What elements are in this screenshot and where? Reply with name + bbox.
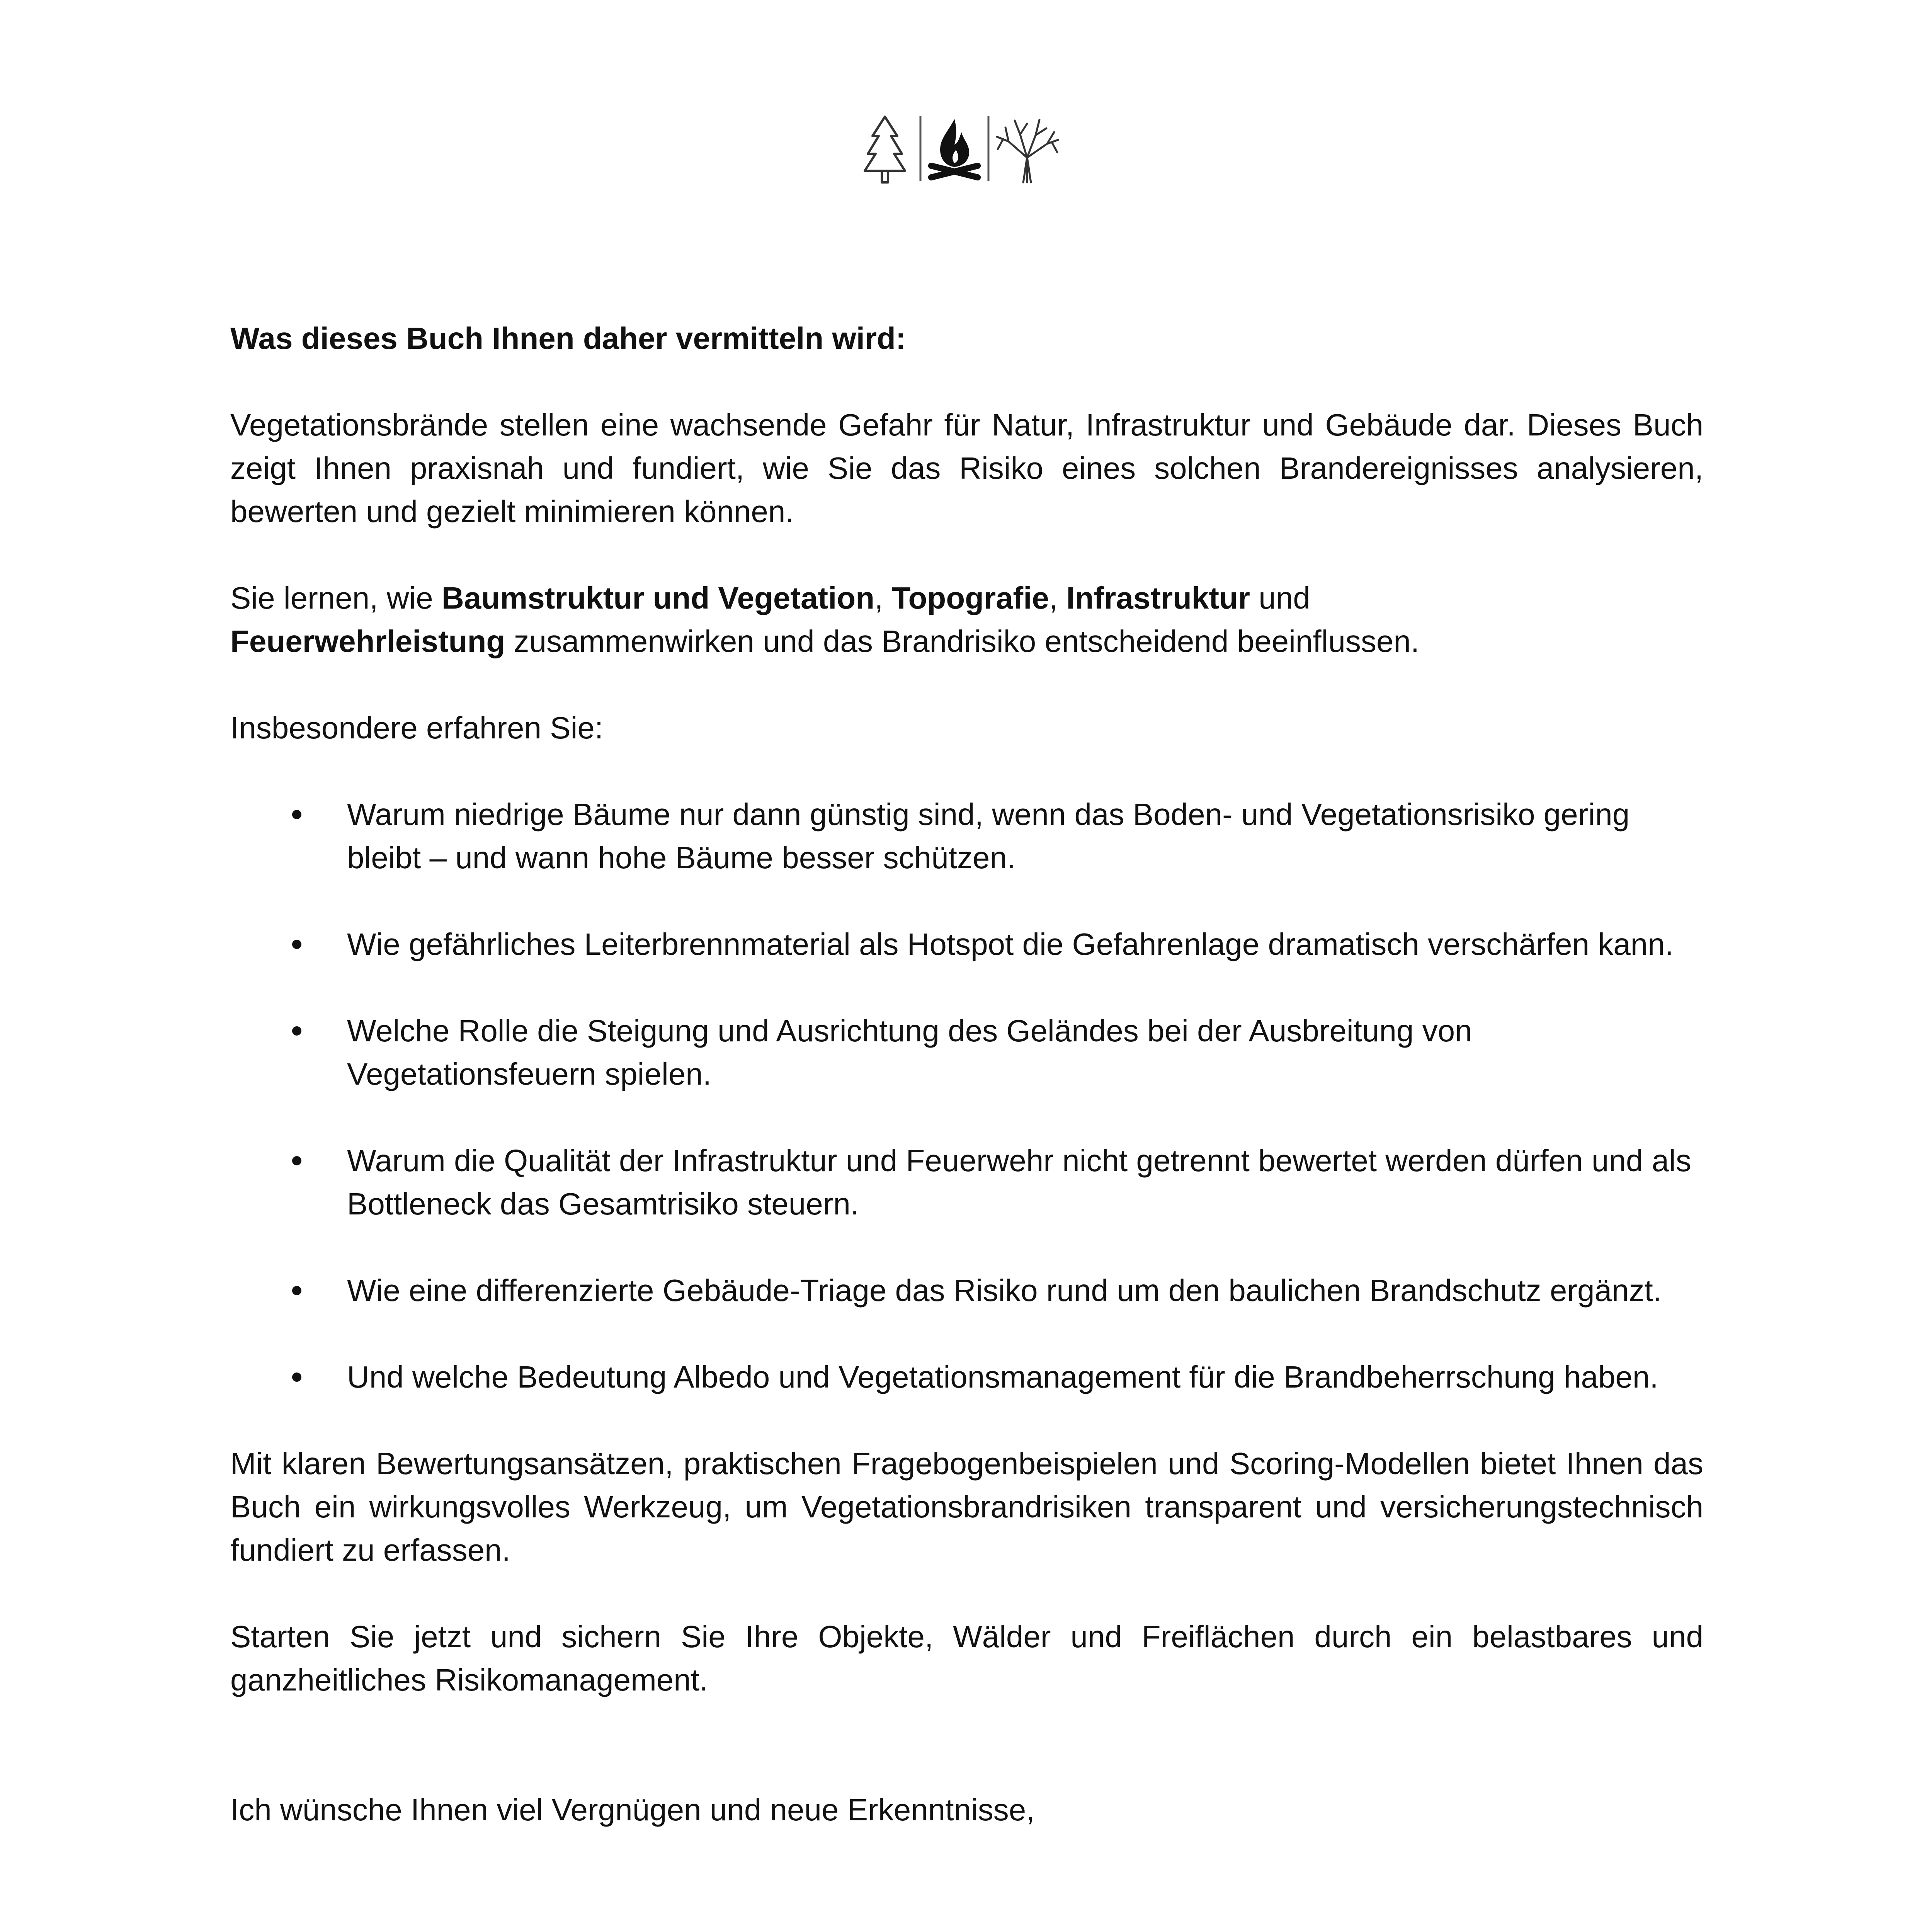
list-item (230, 1269, 1703, 1312)
bullet-dot-icon (292, 1156, 301, 1165)
list-item-text: Warum die Qualität der Infrastruktur und Feuerwehr nicht getrennt bewertet werden dürfen und als Bottleneck das Gesamtrisiko steuern. (347, 1143, 1691, 1221)
learn-paragraph (230, 577, 1703, 663)
learn-bold-term: Infrastruktur (1066, 581, 1250, 615)
bullet-dot-icon (292, 1286, 301, 1295)
closing-line: Ich wünsche Ihnen viel Vergnügen und neue Erkenntnisse, (230, 1793, 1035, 1827)
header-icons (862, 112, 1063, 185)
list-item (230, 1355, 1703, 1399)
bullet-list (230, 793, 1703, 1399)
bullet-dot-icon (292, 1026, 301, 1036)
call-to-action-paragraph: Starten Sie jetzt und sichern Sie Ihre Objekte, Wälder und Freiflächen durch ein belastbares und ganzheitliches Risikomanagement. (230, 1619, 1703, 1697)
bullet-dot-icon (292, 810, 301, 819)
list-item (230, 793, 1703, 879)
bullet-dot-icon (292, 940, 301, 949)
list-item-text: Wie gefährliches Leiterbrennmaterial als Hotspot die Gefahrenlage dramatisch verschärfen kann. (347, 927, 1674, 961)
learn-text: , (1049, 581, 1067, 615)
list-item-text: Welche Rolle die Steigung und Ausrichtung des Geländes bei der Ausbreitung von Vegetationsfeuern spielen. (347, 1014, 1472, 1091)
bare-tree-icon (997, 120, 1058, 182)
section-heading: Was dieses Buch Ihnen daher vermitteln wird: (230, 321, 906, 355)
learn-bold-term: Baumstruktur und Vegetation (441, 581, 875, 615)
list-item (230, 923, 1703, 966)
tree-icon (865, 117, 905, 182)
page-content (230, 317, 1703, 1875)
learn-text: und (1250, 581, 1310, 615)
list-item-text: Warum niedrige Bäume nur dann günstig sind, wenn das Boden- und Vegetationsrisiko gering bleibt – und wann hohe Bäume besser schützen. (347, 797, 1630, 875)
learn-text: , (874, 581, 892, 615)
list-item-text: Wie eine differenzierte Gebäude-Triage das Risiko rund um den baulichen Brandschutz ergänzt. (347, 1273, 1662, 1308)
learn-text: Sie lernen, wie (230, 581, 442, 615)
list-item (230, 1139, 1703, 1226)
learn-bold-term: Topografie (891, 581, 1049, 615)
summary-paragraph: Mit klaren Bewertungsansätzen, praktischen Fragebogenbeispielen und Scoring-Modellen bietet Ihnen das Buch ein wirkungsvolles Werkzeug, um Vegetationsbrandrisiken transparent und versicherungstechnisch fundiert zu erfassen. (230, 1446, 1703, 1567)
learn-text: zusammenwirken und das Brandrisiko entscheidend beeinflussen. (505, 624, 1420, 658)
intro-paragraph: Vegetationsbrände stellen eine wachsende Gefahr für Natur, Infrastruktur und Gebäude dar. Dieses Buch zeigt Ihnen praxisnah und fundiert, wie Sie das Risiko eines solchen Brandereignisses analysieren, bewerten und gezielt minimieren können. (230, 408, 1703, 529)
campfire-icon (927, 119, 981, 181)
list-item-text: Und welche Bedeutung Albedo und Vegetationsmanagement für die Brandbeherrschung haben. (347, 1360, 1658, 1394)
bullet-dot-icon (292, 1372, 301, 1382)
list-item (230, 1009, 1703, 1096)
learn-bold-term: Feuerwehrleistung (230, 624, 505, 658)
insbesondere-paragraph: Insbesondere erfahren Sie: (230, 711, 604, 745)
